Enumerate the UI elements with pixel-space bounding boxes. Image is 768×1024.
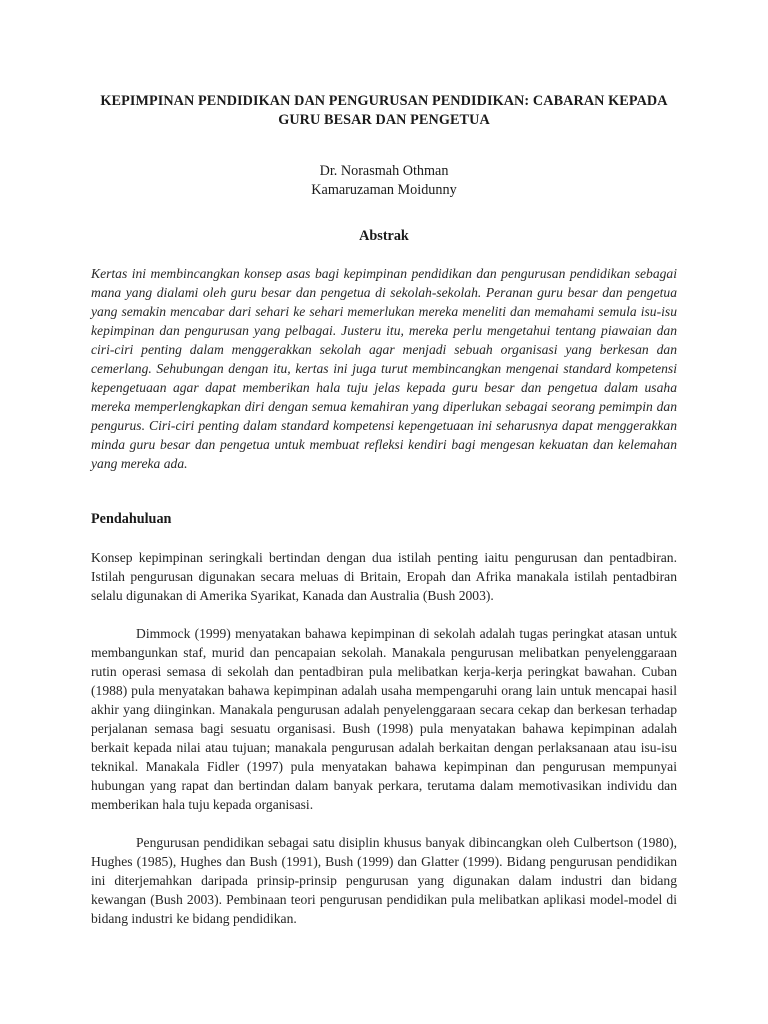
- abstract-heading: Abstrak: [359, 228, 409, 244]
- author-name: Kamaruzaman Moidunny: [311, 182, 457, 198]
- paper-title: KEPIMPINAN PENDIDIKAN DAN PENGURUSAN PENDIDIKAN: CABARAN KEPADA GURU BESAR DAN PENGETUA: [100, 93, 668, 128]
- section-heading-introduction: Pendahuluan: [91, 511, 172, 527]
- author-name: Dr. Norasmah Othman: [319, 163, 449, 179]
- body-paragraph: Pengurusan pendidikan sebagai satu disiplin khusus banyak dibincangkan oleh Culbertson (1980), Hughes (1985), Hughes dan Bush (1991), Bush (1999) dan Glatter (1999). Bidang pengurusan pendidikan ini diterjemahkan daripada prinsip-prinsip pengurusan yang digunakan dalam industri dan bidang kewangan (Bush 2003). Pembinaan teori pengurusan pendidikan pula melibatkan aplikasi model-model di bidang industri ke bidang pendidikan.: [91, 835, 677, 926]
- body-paragraph: Konsep kepimpinan seringkali bertindan dengan dua istilah penting iaitu pengurusan dan pentadbiran. Istilah pengurusan digunakan secara meluas di Britain, Eropah dan Afrika manakala istilah pentadbiran selalu digunakan di Amerika Syarikat, Kanada dan Australia (Bush 2003).: [91, 550, 677, 603]
- abstract-text: Kertas ini membincangkan konsep asas bagi kepimpinan pendidikan dan pengurusan pendidikan sebagai mana yang dialami oleh guru besar dan pengetua di sekolah-sekolah. Peranan guru besar dan pengetua yang semakin mencabar dari sehari ke sehari memerlukan mereka meneliti dan memahami semula isu-isu kepimpinan dan pengurusan yang pelbagai. Justeru itu, mereka perlu mengetahui tentang piawaian dan ciri-ciri penting dalam menggerakkan sekolah agar menjadi sebuah organisasi yang berkesan dan cemerlang. Sehubungan dengan itu, kertas ini juga turut membincangkan mengenai standard kompetensi kepengetuaan agar dapat memberikan hala tuju jelas kepada guru besar dan pengetua dalam usaha mereka memperlengkapkan diri dengan semua kemahiran yang diperlukan sebagai seorang pemimpin dan pengurus. Ciri-ciri penting dalam standard kompetensi kepengetuaan ini seharusnya dapat menggerakkan minda guru besar dan pengetua untuk membuat refleksi kendiri bagi mengesan kekuatan dan kelemahan yang mereka ada.: [91, 266, 677, 471]
- author-list: [91, 162, 677, 200]
- body-paragraph: Dimmock (1999) menyatakan bahawa kepimpinan di sekolah adalah tugas peringkat atasan untuk membangunkan staf, murid dan pencapaian sekolah. Manakala pengurusan melibatkan penyelenggaraan rutin operasi semasa di sekolah dan pentadbiran pula melibatkan kerja-kerja peringkat bawahan. Cuban (1988) pula menyatakan bahawa kepimpinan adalah usaha mempengaruhi orang lain untuk mencapai hasil akhir yang diinginkan. Manakala pengurusan adalah penyelenggaraan secara cekap dan berkesan terhadap perjalanan semasa bagi sesuatu organisasi. Bush (1998) pula menyatakan bahawa kepimpinan adalah berkait kepada nilai atau tujuan; manakala pengurusan adalah berkaitan dengan perlaksanaan atau isu-isu teknikal. Manakala Fidler (1997) pula menyatakan bahawa kepimpinan dan pengurusan mempunyai hubungan yang rapat dan bertindan dalam banyak perkara, terutama dalam memotivasikan individu dan memberikan hala tuju kepada organisasi.: [91, 626, 677, 812]
